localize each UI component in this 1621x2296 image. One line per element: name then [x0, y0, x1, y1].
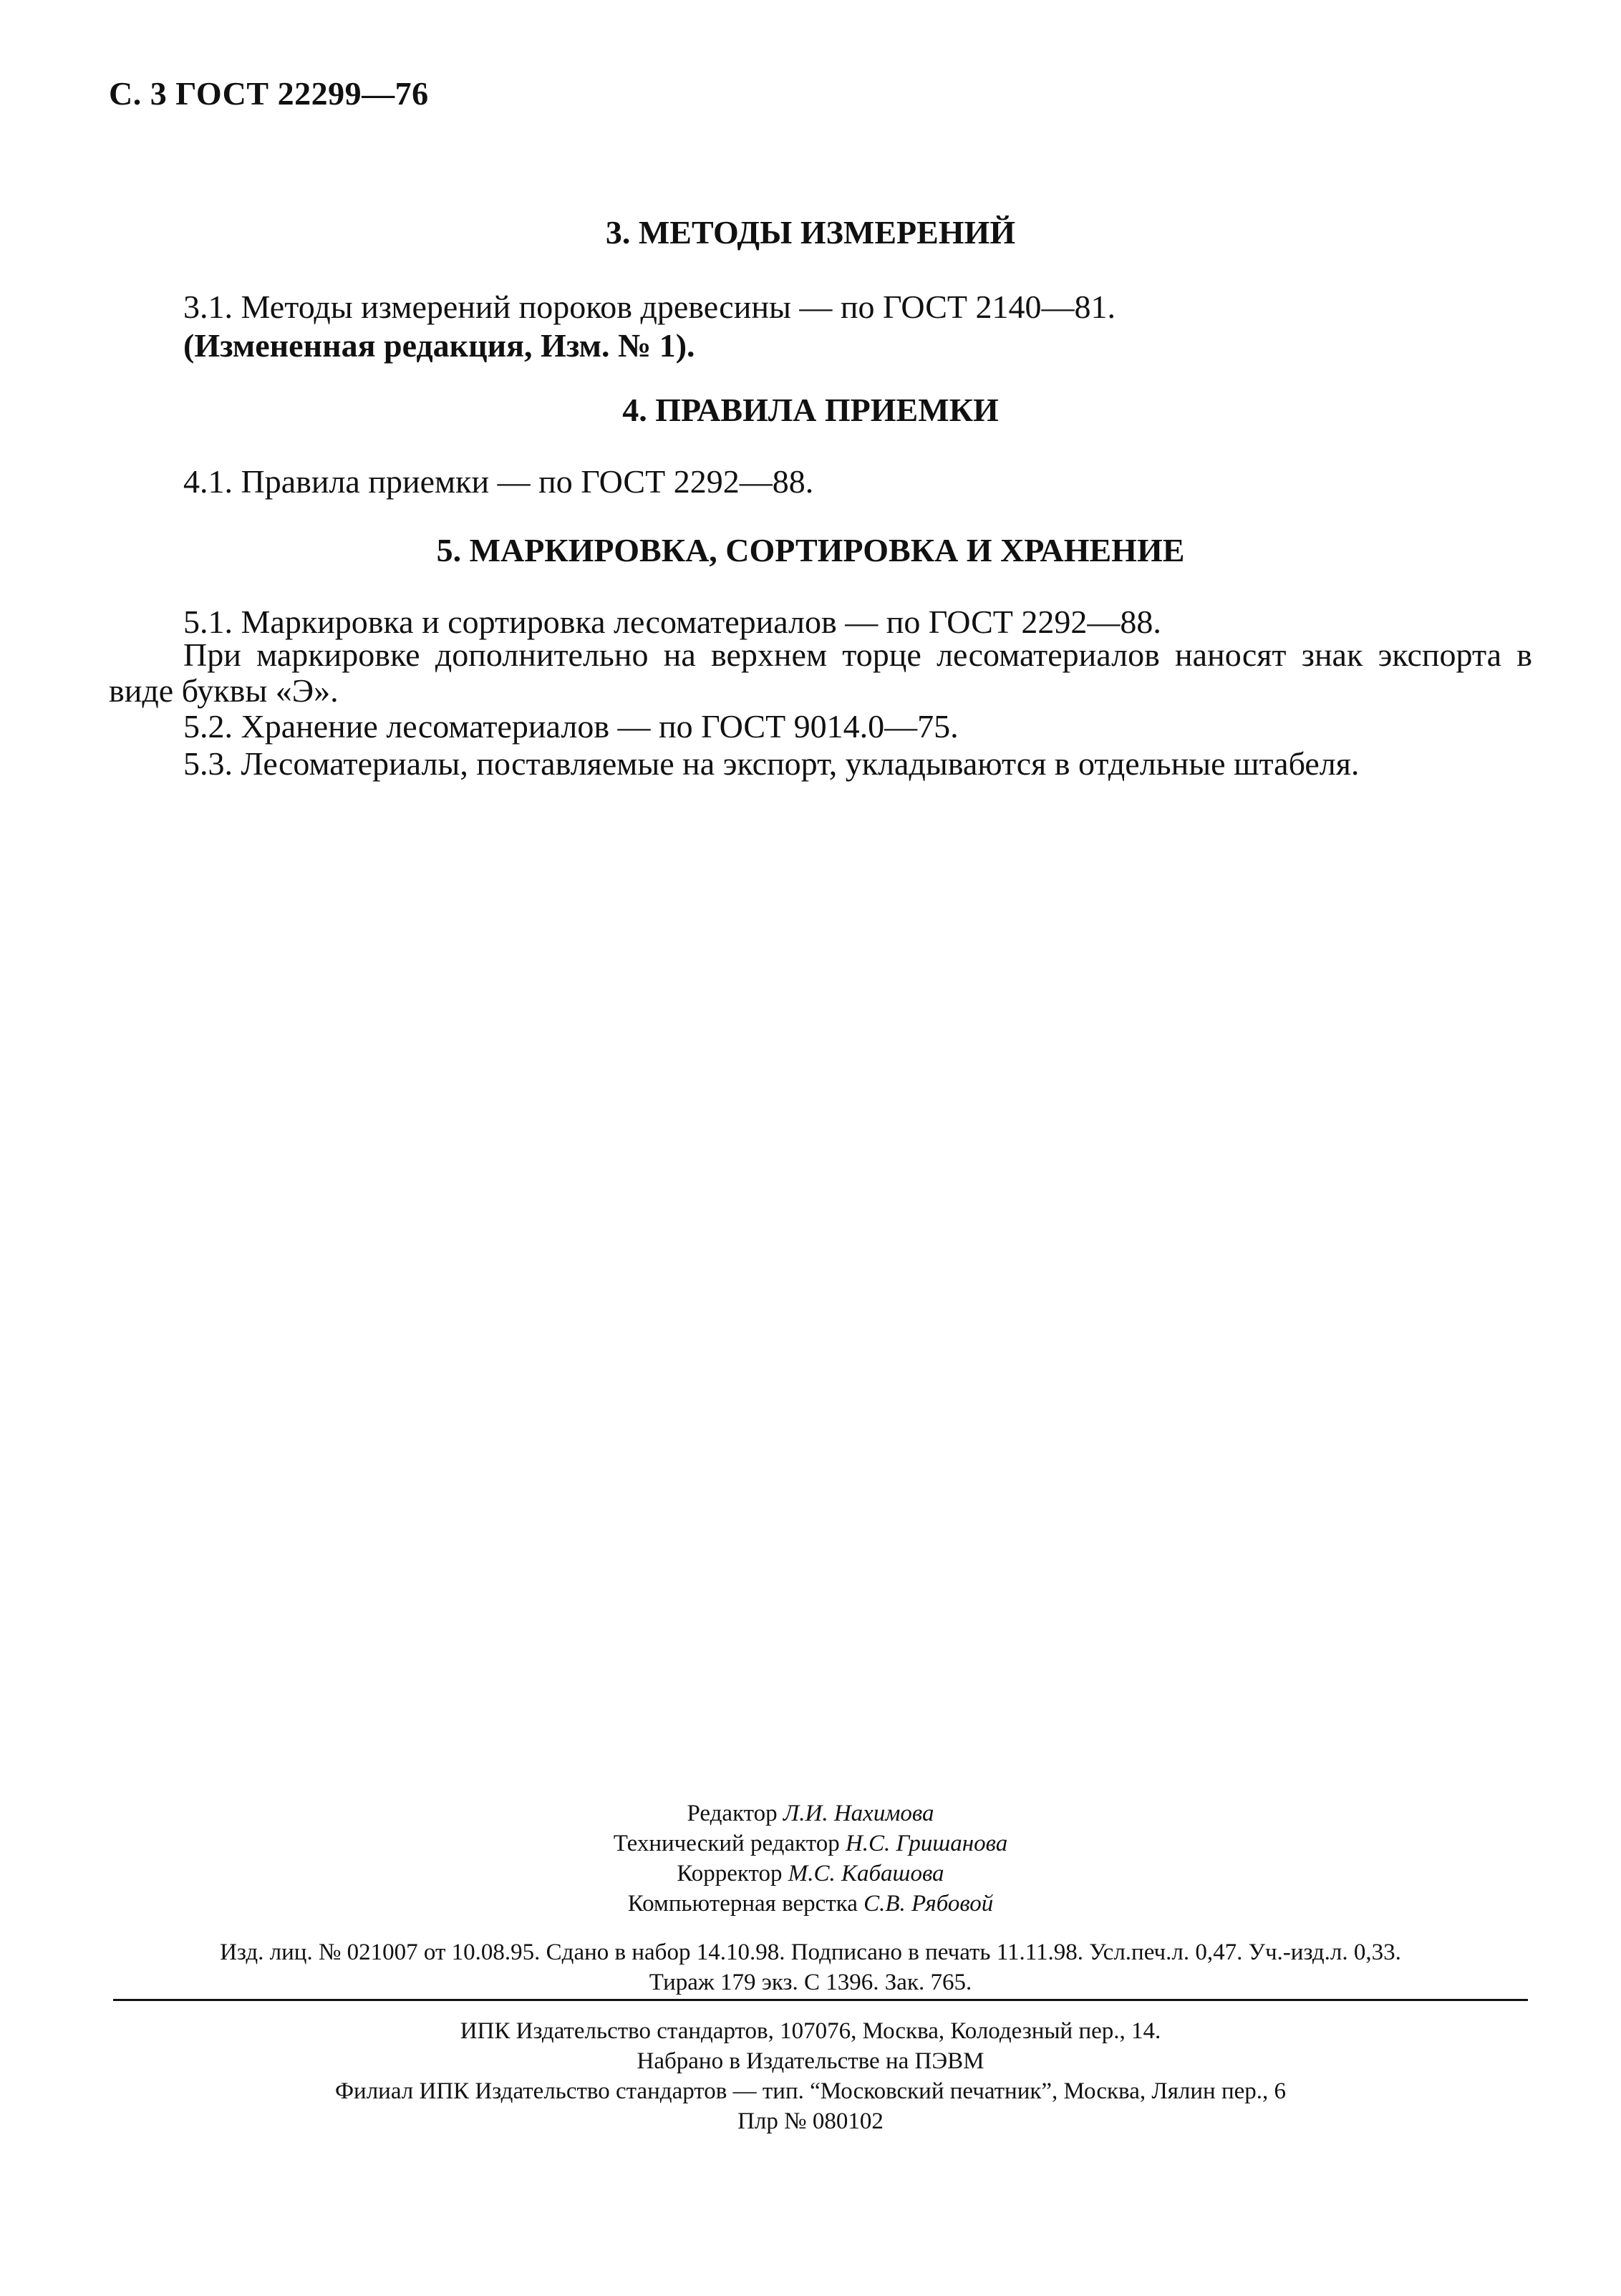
credit-corrector-name: М.С. Кабашова [788, 1861, 944, 1886]
credit-editor [0, 1798, 1621, 1828]
credit-layout [0, 1889, 1621, 1919]
section-5-heading: 5. МАРКИРОВКА, СОРТИРОВКА И ХРАНЕНИЕ [436, 532, 1185, 568]
section-5-1-text: 5.1. Маркировка и сортировка лесоматериалов — по ГОСТ 2292—88. [183, 604, 1161, 640]
credit-tech-editor [0, 1828, 1621, 1859]
horizontal-divider [113, 1999, 1528, 2001]
credit-tech-editor-label: Технический редактор [613, 1831, 840, 1856]
section-3-heading: 3. МЕТОДЫ ИЗМЕРЕНИЙ [605, 214, 1016, 251]
section-5-1-continuation-end: виде буквы «Э». [109, 672, 339, 709]
credit-corrector-label: Корректор [677, 1861, 783, 1886]
credit-editor-name: Л.И. Нахимова [783, 1801, 934, 1826]
credit-layout-label: Компьютерная верстка [627, 1891, 858, 1917]
credit-corrector [0, 1859, 1621, 1889]
amendment-note: (Измененная редакция, Изм. № 1). [183, 327, 695, 364]
imprint-line-1: Изд. лиц. № 021007 от 10.08.95. Сдано в набор 14.10.98. Подписано в печать 11.11.98. Усл.печ.л. 0,47. Уч.-изд.л. 0,33. [220, 1939, 1401, 1965]
publisher-line-4: Плр № 080102 [737, 2108, 884, 2134]
section-4-heading: 4. ПРАВИЛА ПРИЕМКИ [622, 392, 999, 428]
section-3-1-text: 3.1. Методы измерений пороков древесины — по ГОСТ 2140—81. [183, 289, 1116, 325]
imprint-line-2: Тираж 179 экз. С 1396. Зак. 765. [649, 1970, 972, 1995]
credit-tech-editor-name: Н.С. Гришанова [845, 1831, 1008, 1856]
publisher-line-3: Филиал ИПК Издательство стандартов — тип. “Московский печатник”, Москва, Лялин пер., 6 [334, 2078, 1287, 2104]
section-5-2-text: 5.2. Хранение лесоматериалов — по ГОСТ 9014.0—75. [183, 708, 959, 745]
publisher-line-2: Набрано в Издательстве на ПЭВМ [637, 2048, 984, 2074]
credit-layout-name: С.В. Рябовой [863, 1891, 994, 1917]
section-5-1-continuation: При маркировке дополнительно на верхнем торце лесоматериалов наносят знак экспорта в [183, 636, 1532, 673]
publisher-line-1: ИПК Издательство стандартов, 107076, Москва, Колодезный пер., 14. [460, 2018, 1161, 2044]
page-header: С. 3 ГОСТ 22299—76 [109, 75, 429, 112]
credit-editor-label: Редактор [687, 1801, 778, 1826]
section-4-1-text: 4.1. Правила приемки — по ГОСТ 2292—88. [183, 463, 814, 500]
section-5-3-text: 5.3. Лесоматериалы, поставляемые на экспорт, укладываются в отдельные штабеля. [183, 745, 1360, 782]
